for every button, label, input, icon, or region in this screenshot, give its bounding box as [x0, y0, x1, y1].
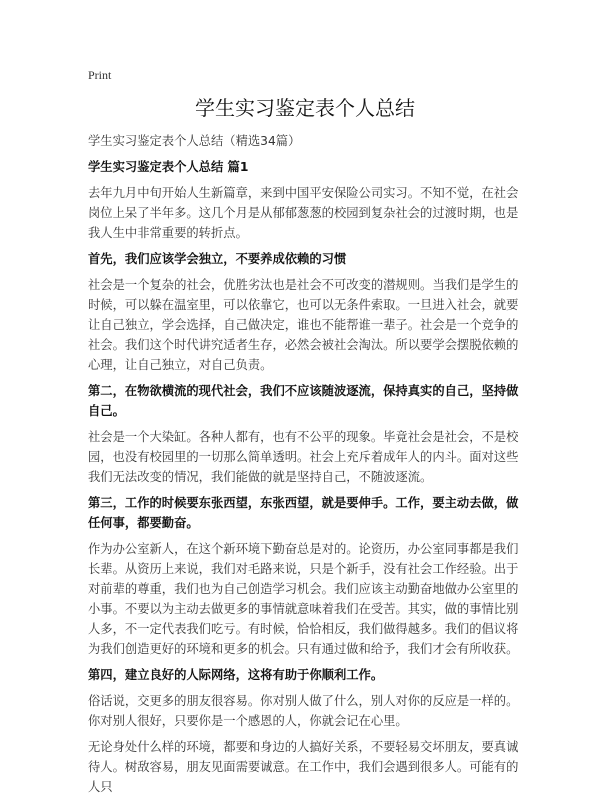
document-subtitle: 学生实习鉴定表个人总结（精选34篇）	[88, 134, 301, 148]
print-label[interactable]: Print	[88, 68, 112, 82]
document-page	[88, 68, 522, 803]
document-body	[88, 157, 522, 797]
section-heading: 学生实习鉴定表个人总结 篇1	[88, 160, 249, 174]
paragraph: 社会是一个大染缸。各种人都有，也有不公平的现象。毕竟社会是社会，不是校园，也没有校园里的一切那么简单透明。社会上充斥着成年人的内斗。面对这些我们无法改变的情况，我们能做的就是坚持自己，不随波逐流。	[88, 430, 519, 484]
section-heading: 首先，我们应该学会独立，不要养成依赖的习惯	[88, 252, 347, 266]
paragraph: 无论身处什么样的环境，都要和身边的人搞好关系，不要轻易交坏朋友，要真诚待人。树敌容易，朋友见面需要诚意。在工作中，我们会遇到很多人。可能有的人只	[88, 740, 519, 794]
paragraph: 去年九月中旬开始人生新篇章，来到中国平安保险公司实习。不知不觉，在社会岗位上呆了半年多。这几个月是从郁郁葱葱的校园到复杂社会的过渡时期，也是我人生中非常重要的转折点。	[88, 186, 519, 240]
paragraph: 社会是一个复杂的社会，优胜劣汰也是社会不可改变的潜规则。当我们是学生的时候，可以躲在温室里，可以依靠它，也可以无条件索取。一旦进入社会，就要让自己独立，学会选择，自己做决定，谁也不能帮谁一辈子。社会是一个竞争的社会。我们这个时代讲究适者生存，必然会被社会淘汰。所以要学会摆脱依赖的心理，让自己独立，对自己负责。	[88, 278, 519, 372]
paragraph: 作为办公室新人，在这个新环境下勤奋总是对的。论资历，办公室同事都是我们长辈。从资历上来说，我们对毛路来说，只是个新手，没有社会工作经验。出于对前辈的尊重，我们也为自己创造学习机会。我们应该主动勤奋地做办公室里的小事。不要以为主动去做更多的事情就意味着我们在受苦。其实，做的事情比别人多，不一定代表我们吃亏。有时候，恰恰相反，我们做得越多。我们的倡议将为我们创造更好的环境和更多的机会。只有通过做和给予，我们才会有所收获。	[88, 542, 519, 656]
paragraph: 俗话说，交更多的朋友很容易。你对别人做了什么，别人对你的反应是一样的。你对别人很好，只要你是一个感恩的人，你就会记在心里。	[88, 694, 519, 728]
section-heading: 第二，在物欲横流的现代社会，我们不应该随波逐流，保持真实的自己，坚持做自己。	[88, 384, 519, 418]
section-heading: 第三，工作的时候要东张西望，东张西望，就是要伸手。工作，要主动去做，做任何事，都要勤奋。	[88, 496, 519, 530]
section-heading: 第四，建立良好的人际网络，这将有助于你顺利工作。	[88, 668, 384, 682]
document-title: 学生实习鉴定表个人总结	[195, 96, 415, 120]
